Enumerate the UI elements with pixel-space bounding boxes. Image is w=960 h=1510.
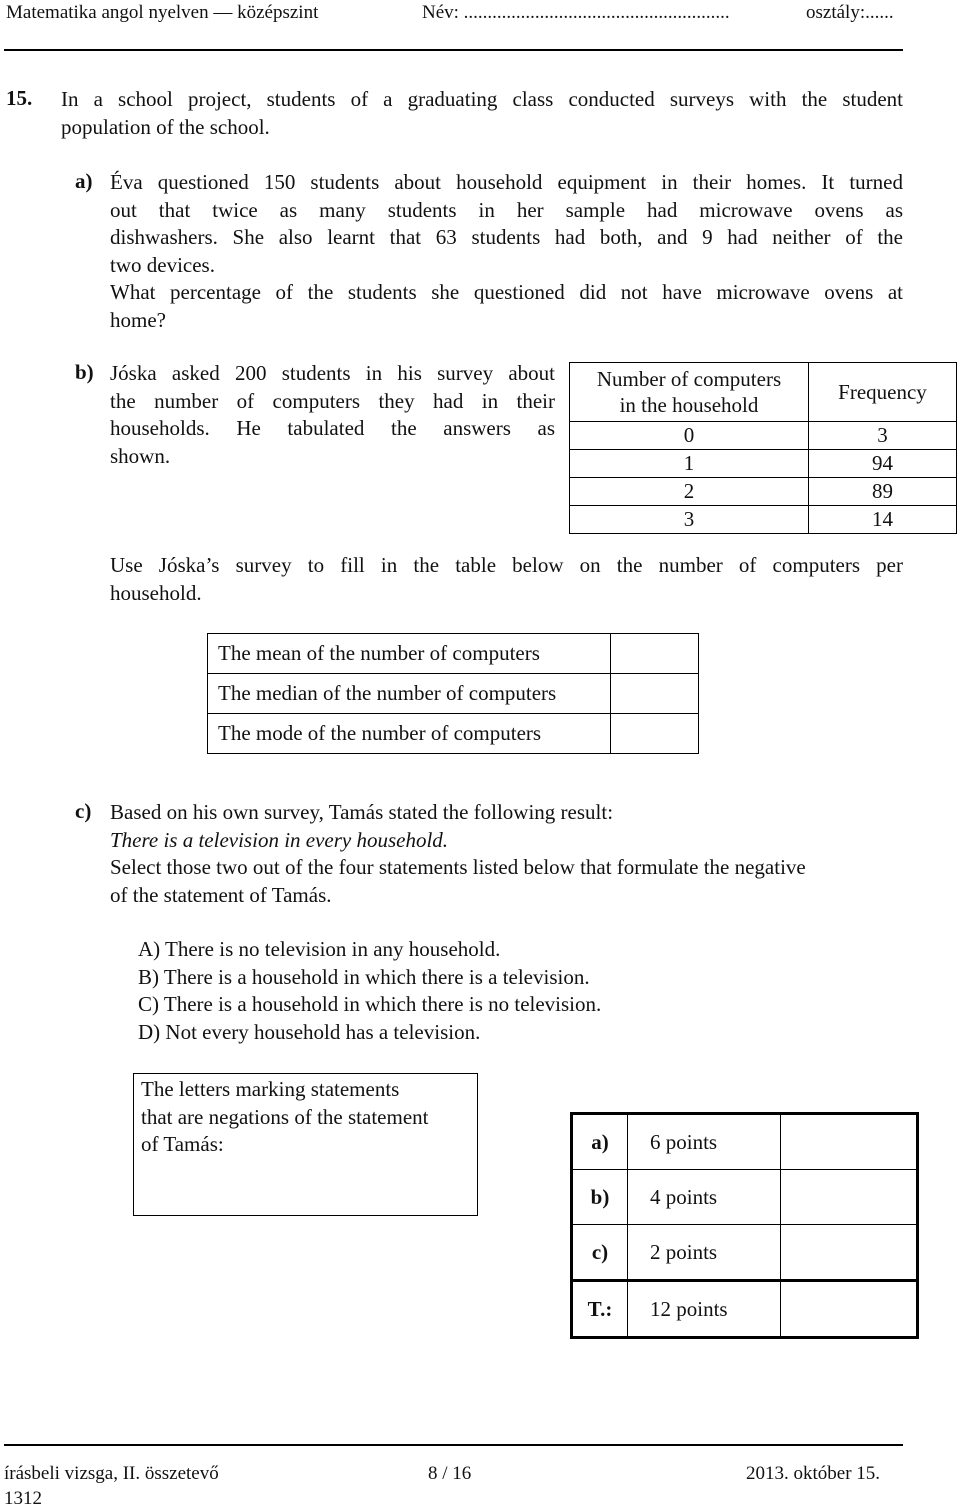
part-a-line: out that twice as many students in her sample had microwave ovens as — [110, 197, 903, 222]
part-a-line: dishwashers. She also learnt that 63 students had both, and 9 had neither of the — [110, 225, 903, 249]
points-total-value: 12 points — [628, 1281, 781, 1338]
mean-answer-cell[interactable] — [611, 634, 699, 674]
option-c: C) There is a household in which there is no television. — [138, 992, 602, 1016]
answer-box-label: The letters marking statements — [141, 1077, 400, 1101]
row-frequency: 3 — [809, 422, 957, 450]
part-c-line: Select those two out of the four statements listed below that formulate the negative — [110, 855, 806, 879]
answer-box[interactable] — [133, 1073, 478, 1216]
table-row — [208, 634, 699, 674]
frequency-table-header — [570, 363, 957, 422]
points-table — [570, 1112, 919, 1339]
options-list — [138, 936, 898, 1046]
row-frequency: 89 — [809, 478, 957, 506]
part-c-line: of the statement of Tamás. — [110, 882, 332, 907]
points-part-label: a) — [572, 1114, 628, 1170]
points-part-label: b) — [572, 1170, 628, 1225]
option-b: B) There is a household in which there is a television. — [138, 964, 590, 989]
part-a-line: What percentage of the students she questioned did not have microwave ovens at — [110, 280, 903, 304]
table-row — [572, 1170, 918, 1225]
points-total-score-cell — [781, 1281, 918, 1338]
row-computers: 2 — [570, 478, 809, 506]
part-a-line: Éva questioned 150 students about household equipment in their homes. It turned — [110, 170, 903, 194]
points-value: 2 points — [628, 1225, 781, 1281]
intro-line-1: In a school project, students of a graduating class conducted surveys with the student — [61, 87, 903, 111]
table-row — [570, 422, 957, 450]
problem-number: 15. — [6, 86, 33, 110]
mode-label: The mode of the number of computers — [208, 714, 611, 754]
row-computers: 3 — [570, 506, 809, 534]
footer-date: 2013. október 15. — [746, 1463, 881, 1484]
option-d: D) Not every household has a television. — [138, 1019, 481, 1044]
median-label: The median of the number of computers — [208, 674, 611, 714]
row-computers: 1 — [570, 450, 809, 478]
footer-page-number: 8 / 16 — [428, 1463, 472, 1484]
header-number-of-computers: Number of computers in the household — [570, 363, 809, 422]
points-value: 6 points — [628, 1114, 781, 1170]
part-c-text — [110, 799, 903, 909]
footer-rule — [4, 1444, 903, 1446]
footer-exam-label: írásbeli vizsga, II. összetevő — [4, 1463, 219, 1484]
statistics-table — [207, 633, 699, 754]
table-row — [570, 506, 957, 534]
mean-label: The mean of the number of computers — [208, 634, 611, 674]
table-row — [572, 1281, 918, 1338]
points-score-cell — [781, 1170, 918, 1225]
part-a-line: home? — [110, 307, 166, 332]
footer-code: 1312 — [4, 1488, 42, 1509]
table-row — [208, 714, 699, 754]
row-computers: 0 — [570, 422, 809, 450]
header-name-field: Név: ........................................................ — [422, 2, 730, 23]
header-title: Matematika angol nyelven — középszint — [6, 2, 319, 23]
table-row — [570, 478, 957, 506]
header-class-field: osztály:...... — [806, 2, 894, 23]
part-b-label: b) — [75, 360, 94, 384]
median-answer-cell[interactable] — [611, 674, 699, 714]
part-b-line: Jóska asked 200 students in his survey about — [110, 361, 555, 385]
part-b-line: the number of computers they had in their — [110, 388, 555, 413]
answer-box-label: of Tamás: — [141, 1132, 224, 1156]
tamas-statement: There is a television in every household. — [110, 827, 449, 852]
points-score-cell — [781, 1114, 918, 1170]
part-a-text — [110, 169, 903, 334]
part-a-label: a) — [75, 169, 93, 193]
header-rule — [4, 49, 903, 51]
table-row — [208, 674, 699, 714]
table-row — [572, 1114, 918, 1170]
part-b-line: shown. — [110, 443, 171, 468]
part-a-line: two devices. — [110, 252, 215, 277]
option-a: A) There is no television in any household. — [138, 937, 501, 961]
answer-box-label: that are negations of the statement — [141, 1104, 429, 1129]
part-b-line: households. He tabulated the answers as — [110, 416, 555, 440]
part-c-line: Based on his own survey, Tamás stated the following result: — [110, 800, 614, 824]
header-frequency: Frequency — [809, 363, 957, 422]
intro-line-2: population of the school. — [61, 114, 270, 139]
mode-answer-cell[interactable] — [611, 714, 699, 754]
instruction-line: Use Jóska’s survey to fill in the table below on the number of computers per — [110, 553, 903, 577]
part-b-instruction — [110, 552, 903, 607]
frequency-table — [569, 362, 957, 534]
points-score-cell — [781, 1225, 918, 1281]
part-b-text — [110, 360, 555, 470]
points-value: 4 points — [628, 1170, 781, 1225]
points-part-label: c) — [572, 1225, 628, 1281]
table-row — [570, 450, 957, 478]
points-total-label: T.: — [572, 1281, 628, 1338]
row-frequency: 94 — [809, 450, 957, 478]
problem-intro — [61, 86, 903, 141]
instruction-line: household. — [110, 580, 202, 605]
part-c-label: c) — [75, 799, 92, 823]
row-frequency: 14 — [809, 506, 957, 534]
table-row — [572, 1225, 918, 1281]
